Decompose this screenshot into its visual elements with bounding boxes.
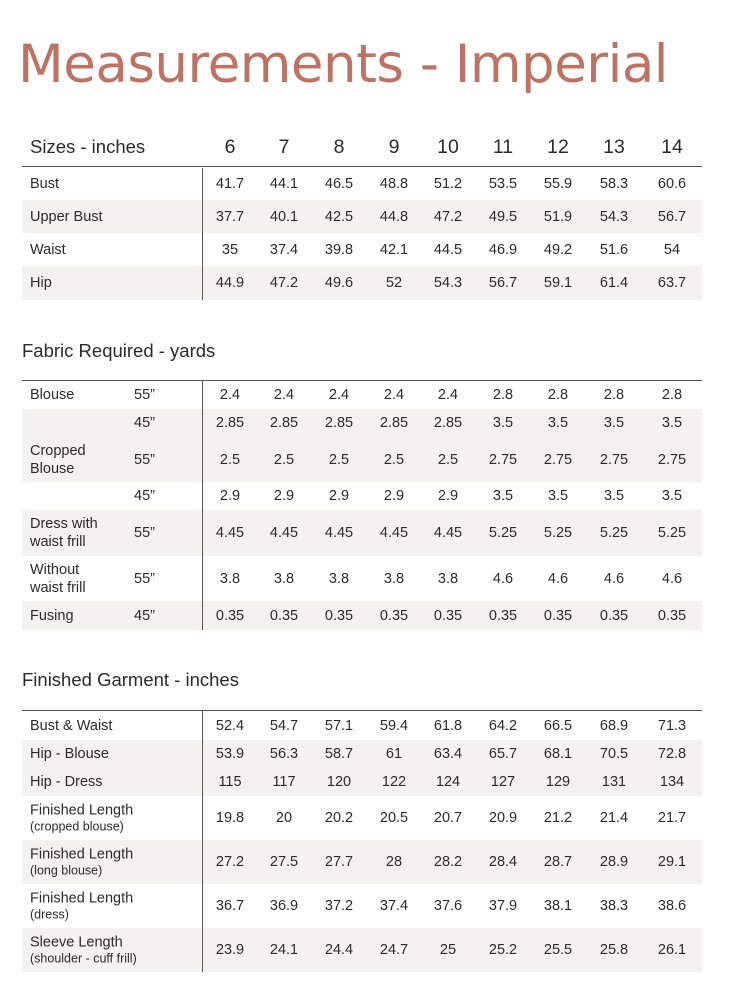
body-cell: 61.4 [599, 275, 629, 291]
body-cell: 37.7 [215, 208, 245, 225]
fabric-cell: 3.5 [547, 415, 569, 431]
finished-cell: 21.4 [599, 810, 629, 826]
fabric-cell: 0.35 [324, 607, 354, 624]
fabric-fabric-width: 45” [134, 607, 155, 624]
fabric-row-label [30, 441, 86, 477]
finished-row-label [30, 889, 133, 922]
body-row-label-text: Upper Bust [30, 208, 103, 225]
fabric-row-label-text: Dress with [30, 515, 98, 532]
finished-cell: 25.2 [488, 942, 518, 958]
finished-cell: 37.9 [488, 898, 518, 914]
finished-row [22, 928, 702, 972]
body-cell: 39.8 [324, 241, 354, 258]
body-cell: 56.7 [657, 208, 687, 225]
fabric-cell: 2.9 [328, 488, 350, 504]
body-cell: 49.2 [543, 241, 573, 258]
finished-cell: 26.1 [657, 942, 687, 958]
finished-cell: 38.1 [543, 898, 573, 914]
size-header-10: 10 [437, 136, 459, 158]
body-cell: 59.1 [543, 275, 573, 291]
finished-cell: 38.3 [599, 898, 629, 914]
fabric-cell: 0.35 [433, 607, 463, 624]
body-cell: 54.3 [433, 275, 463, 291]
fabric-cell: 3.8 [437, 570, 459, 587]
finished-row-label-text: Finished Length [30, 890, 134, 907]
finished-row-label [30, 745, 109, 763]
fabric-cell: 4.6 [661, 570, 683, 587]
size-header-12: 12 [547, 136, 569, 158]
body-row [22, 266, 702, 300]
body-cell: 44.1 [269, 176, 299, 192]
finished-cell: 27.5 [269, 854, 299, 870]
fabric-cell: 2.85 [215, 415, 245, 431]
fabric-cell: 2.5 [219, 451, 241, 468]
body-row [22, 200, 702, 233]
body-cell: 41.7 [215, 176, 245, 192]
finished-cell: 70.5 [599, 746, 629, 762]
body-cell: 35 [221, 241, 239, 258]
size-header-7: 7 [278, 136, 290, 158]
body-cell: 42.5 [324, 208, 354, 225]
finished-cell: 28 [385, 854, 403, 870]
body-cell: 55.9 [543, 176, 573, 192]
finished-cell: 61 [385, 746, 403, 762]
body-row-label-text: Hip [30, 274, 52, 291]
finished-cell: 36.7 [215, 898, 245, 914]
finished-cell: 66.5 [543, 717, 573, 734]
body-row-label [30, 207, 103, 225]
finished-cell: 24.7 [379, 942, 409, 958]
finished-cell: 25.5 [543, 942, 573, 958]
fabric-cell: 3.5 [547, 488, 569, 504]
finished-cell: 37.4 [379, 898, 409, 914]
fabric-cell: 3.8 [219, 570, 241, 587]
fabric-fabric-width: 55” [134, 387, 155, 403]
finished-row [22, 840, 702, 884]
body-row-label [30, 274, 52, 292]
fabric-row-label [30, 560, 86, 596]
fabric-cell: 2.85 [324, 415, 354, 431]
fabric-row [22, 482, 702, 510]
fabric-cell: 2.8 [661, 387, 683, 403]
fabric-cell: 5.25 [543, 525, 573, 541]
fabric-cell: 2.75 [599, 451, 629, 468]
finished-cell: 23.9 [215, 942, 245, 958]
body-row [22, 168, 702, 200]
fabric-cell: 4.45 [379, 525, 409, 541]
fabric-cell: 2.9 [437, 488, 459, 504]
body-row-label [30, 240, 66, 258]
finished-row-sublabel: (dress) [30, 907, 69, 922]
finished-row-label-text: Sleeve Length [30, 934, 123, 951]
fabric-fabric-width: 55” [134, 525, 155, 541]
body-cell: 46.5 [324, 176, 354, 192]
finished-cell: 20 [275, 810, 293, 826]
fabric-cell: 2.8 [603, 387, 625, 403]
body-table-divider [202, 168, 203, 300]
body-row [22, 233, 702, 266]
finished-cell: 120 [326, 774, 352, 790]
fabric-cell: 4.6 [603, 570, 625, 587]
body-cell: 47.2 [433, 208, 463, 225]
finished-cell: 20.7 [433, 810, 463, 826]
fabric-row-label [30, 606, 74, 624]
body-cell: 58.3 [599, 176, 629, 192]
size-header-13: 13 [603, 136, 625, 158]
body-cell: 60.6 [657, 176, 687, 192]
fabric-cell: 2.4 [437, 387, 459, 403]
finished-cell: 131 [601, 774, 627, 790]
fabric-row [22, 601, 702, 630]
fabric-cell: 2.85 [433, 415, 463, 431]
fabric-cell: 4.6 [492, 570, 514, 587]
fabric-cell: 2.4 [328, 387, 350, 403]
fabric-cell: 0.35 [543, 607, 573, 624]
fabric-cell: 4.45 [433, 525, 463, 541]
finished-cell: 28.2 [433, 854, 463, 870]
finished-cell: 129 [545, 774, 571, 790]
fabric-cell: 0.35 [488, 607, 518, 624]
fabric-cell: 2.4 [383, 387, 405, 403]
fabric-fabric-width: 45” [134, 488, 155, 504]
body-row-label-text: Waist [30, 241, 66, 258]
finished-cell: 27.2 [215, 854, 245, 870]
fabric-table-divider [202, 381, 203, 630]
finished-cell: 59.4 [379, 717, 409, 734]
fabric-row-label [30, 515, 98, 551]
finished-row [22, 711, 702, 740]
finished-cell: 36.9 [269, 898, 299, 914]
finished-cell: 38.6 [657, 898, 687, 914]
finished-cell: 127 [490, 774, 516, 790]
fabric-row-label-text: Fusing [30, 607, 74, 624]
finished-row [22, 768, 702, 796]
finished-row-label [30, 801, 133, 834]
finished-cell: 24.1 [269, 942, 299, 958]
fabric-cell: 2.9 [383, 488, 405, 504]
body-cell: 44.8 [379, 208, 409, 225]
fabric-cell: 2.75 [657, 451, 687, 468]
fabric-row [22, 556, 702, 601]
fabric-cell: 3.8 [273, 570, 295, 587]
fabric-cell: 4.6 [547, 570, 569, 587]
finished-cell: 27.7 [324, 854, 354, 870]
finished-cell: 68.1 [543, 746, 573, 762]
fabric-cell: 2.85 [269, 415, 299, 431]
fabric-cell: 4.45 [269, 525, 299, 541]
fabric-cell: 2.75 [488, 451, 518, 468]
finished-cell: 21.7 [657, 810, 687, 826]
finished-cell: 122 [381, 774, 407, 790]
body-cell: 47.2 [269, 275, 299, 291]
finished-cell: 28.7 [543, 854, 573, 870]
size-header-9: 9 [388, 136, 400, 158]
fabric-row-label-text: Cropped [30, 442, 86, 459]
fabric-row [22, 409, 702, 437]
fabric-fabric-width: 45” [134, 415, 155, 431]
fabric-cell: 0.35 [599, 607, 629, 624]
fabric-cell: 3.8 [383, 570, 405, 587]
body-cell: 51.9 [543, 208, 573, 225]
finished-row-label [30, 716, 112, 734]
fabric-row [22, 510, 702, 556]
fabric-cell: 2.9 [273, 488, 295, 504]
finished-cell: 71.3 [657, 717, 687, 734]
fabric-cell: 2.8 [492, 387, 514, 403]
body-cell: 51.2 [433, 176, 463, 192]
finished-row [22, 796, 702, 840]
finished-cell: 134 [659, 774, 685, 790]
fabric-cell: 3.5 [603, 488, 625, 504]
body-cell: 37.4 [269, 241, 299, 258]
finished-cell: 25.8 [599, 942, 629, 958]
fabric-row-label-line2: Blouse [30, 460, 75, 477]
fabric-cell: 4.45 [324, 525, 354, 541]
fabric-cell: 2.4 [219, 387, 241, 403]
fabric-fabric-width: 55” [134, 451, 155, 468]
fabric-cell: 3.5 [492, 488, 514, 504]
finished-cell: 28.9 [599, 854, 629, 870]
body-row-label-text: Bust [30, 175, 60, 192]
body-cell: 46.9 [488, 241, 518, 258]
finished-cell: 124 [435, 774, 461, 790]
finished-row-sublabel: (cropped blouse) [30, 819, 124, 834]
fabric-row-label-line2: waist frill [30, 579, 86, 596]
size-header-14: 14 [661, 136, 683, 158]
finished-row [22, 884, 702, 928]
fabric-cell: 2.5 [328, 451, 350, 468]
finished-cell: 63.4 [433, 746, 463, 762]
finished-cell: 52.4 [215, 717, 245, 734]
finished-cell: 37.2 [324, 898, 354, 914]
finished-row-sublabel: (shoulder - cuff frill) [30, 951, 137, 966]
finished-cell: 68.9 [599, 717, 629, 734]
size-header-8: 8 [333, 136, 345, 158]
finished-cell: 57.1 [324, 717, 354, 734]
body-cell: 54 [663, 241, 681, 258]
finished-cell: 25 [439, 942, 457, 958]
fabric-cell: 5.25 [599, 525, 629, 541]
body-cell: 51.6 [599, 241, 629, 258]
fabric-cell: 2.4 [273, 387, 295, 403]
fabric-row-label-text: Without [30, 561, 80, 578]
finished-cell: 28.4 [488, 854, 518, 870]
finished-cell: 24.4 [324, 942, 354, 958]
body-cell: 49.6 [324, 275, 354, 291]
body-cell: 44.9 [215, 275, 245, 291]
finished-row-label [30, 933, 137, 966]
fabric-cell: 2.85 [379, 415, 409, 431]
finished-cell: 64.2 [488, 717, 518, 734]
fabric-cell: 0.35 [215, 607, 245, 624]
body-cell: 42.1 [379, 241, 409, 258]
finished-cell: 54.7 [269, 717, 299, 734]
fabric-cell: 3.5 [661, 415, 683, 431]
sizes-header-row [22, 126, 702, 167]
body-row-label [30, 175, 59, 193]
fabric-cell: 5.25 [657, 525, 687, 541]
fabric-cell: 2.5 [273, 451, 295, 468]
finished-cell: 117 [272, 774, 296, 790]
fabric-cell: 0.35 [269, 607, 299, 624]
finished-cell: 20.2 [324, 810, 354, 826]
fabric-section-title: Fabric Required - yards [22, 340, 216, 361]
fabric-cell: 0.35 [657, 607, 687, 624]
fabric-cell: 3.5 [492, 415, 514, 431]
fabric-cell: 2.5 [383, 451, 405, 468]
finished-cell: 21.2 [543, 810, 573, 826]
fabric-row-label-line2: waist frill [30, 534, 86, 550]
finished-row [22, 740, 702, 768]
finished-row-label-text: Finished Length [30, 846, 134, 863]
finished-cell: 20.5 [379, 810, 409, 826]
body-cell: 53.5 [488, 176, 518, 192]
body-cell: 49.5 [488, 208, 518, 225]
fabric-cell: 3.5 [603, 415, 625, 431]
body-cell: 52 [385, 275, 403, 291]
finished-cell: 72.8 [657, 746, 687, 762]
fabric-row [22, 437, 702, 482]
finished-table-divider [202, 711, 203, 972]
fabric-cell: 3.5 [661, 488, 683, 504]
finished-row-label [30, 773, 103, 791]
finished-cell: 65.7 [488, 746, 518, 762]
finished-cell: 29.1 [657, 854, 687, 870]
finished-cell: 37.6 [433, 898, 463, 914]
finished-cell: 20.9 [488, 810, 518, 826]
finished-cell: 58.7 [324, 746, 354, 762]
fabric-row-label-text: Blouse [30, 386, 75, 403]
size-header-6: 6 [224, 136, 236, 158]
finished-row-sublabel: (long blouse) [30, 863, 103, 878]
body-cell: 48.8 [379, 176, 409, 192]
fabric-cell: 5.25 [488, 525, 518, 541]
body-cell: 63.7 [657, 275, 687, 291]
fabric-cell: 2.8 [547, 387, 569, 403]
size-header-11: 11 [492, 136, 514, 158]
fabric-cell: 2.75 [543, 451, 573, 468]
finished-row-label-text: Hip - Blouse [30, 745, 109, 762]
finished-cell: 115 [218, 774, 242, 790]
finished-cell: 56.3 [269, 746, 299, 762]
fabric-cell: 0.35 [379, 607, 409, 624]
body-cell: 54.3 [599, 208, 629, 225]
fabric-cell: 2.5 [437, 451, 459, 468]
fabric-cell: 4.45 [215, 525, 245, 541]
sizes-header-label: Sizes - inches [30, 136, 146, 157]
finished-cell: 53.9 [215, 746, 245, 762]
fabric-row [22, 381, 702, 409]
body-cell: 44.5 [433, 241, 463, 258]
finished-section-title: Finished Garment - inches [22, 669, 239, 690]
fabric-cell: 2.9 [219, 488, 241, 504]
finished-cell: 19.8 [215, 810, 245, 826]
finished-row-label [30, 845, 133, 878]
body-cell: 40.1 [269, 208, 299, 225]
finished-cell: 61.8 [433, 717, 463, 734]
fabric-row-label [30, 386, 74, 404]
fabric-fabric-width: 55” [134, 570, 155, 587]
body-cell: 56.7 [488, 275, 518, 291]
finished-row-label-text: Hip - Dress [30, 773, 103, 790]
finished-row-label-text: Finished Length [30, 802, 134, 819]
fabric-cell: 3.8 [328, 570, 350, 587]
finished-row-label-text: Bust & Waist [30, 717, 113, 734]
page-title: Measurements - Imperial [18, 34, 669, 95]
